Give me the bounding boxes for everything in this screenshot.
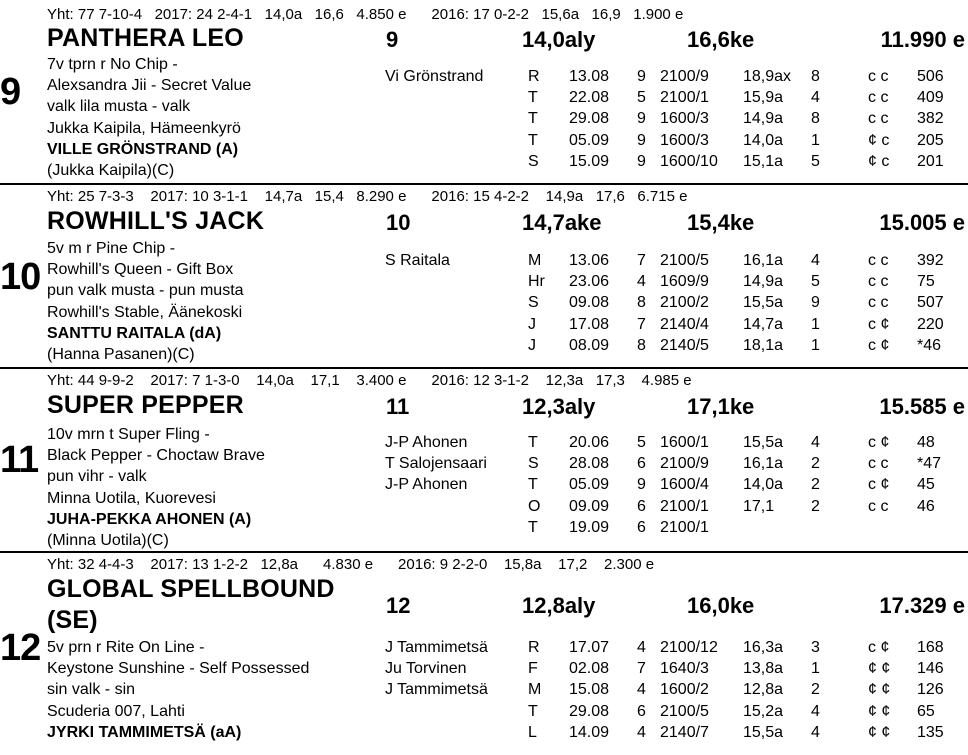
start-shoes: c c <box>868 68 889 85</box>
racing-colors: valk lila musta - valk <box>47 98 191 116</box>
start-distance: 1600/3 <box>660 110 709 128</box>
start-post: 7 <box>637 660 646 678</box>
start-track: T <box>528 434 538 451</box>
start-place: 5 <box>811 152 820 170</box>
dam-line: Black Pepper - Choctaw Brave <box>47 447 265 465</box>
start-place: 4 <box>811 89 820 107</box>
start-post: 8 <box>637 294 646 312</box>
earnings: 11.990 e <box>880 27 965 52</box>
summary-line: Yht: 32 4-4-3 2017: 13 1-2-2 12,8a 4.830 e 2016: 9 2-2-0 15,8a 17,2 2.300 e <box>47 556 655 573</box>
start-post: 8 <box>637 336 646 354</box>
start-drivers <box>385 250 450 271</box>
start-prize: 135 <box>917 723 944 741</box>
start-driver: J-P Ahonen <box>385 476 468 494</box>
driver-name: VILLE GRÖNSTRAND (A) <box>47 140 239 158</box>
racing-colors: pun valk musta - pun musta <box>47 282 244 300</box>
start-shoes: ¢ ¢ <box>868 660 891 678</box>
horse-info <box>47 424 265 551</box>
start-shoes: c c <box>868 273 889 291</box>
start-prize: 126 <box>917 681 944 699</box>
start-track: Hr <box>528 273 545 291</box>
horse-info <box>47 637 309 743</box>
start-track: L <box>528 723 537 741</box>
start-shoes: c ¢ <box>868 434 890 451</box>
start-time: 18,1a <box>743 336 784 354</box>
start-drivers <box>385 432 487 496</box>
start-shoes: ¢ ¢ <box>868 723 891 741</box>
start-post: 9 <box>637 131 646 149</box>
start-date: 09.09 <box>569 497 610 515</box>
start-driver: J Tammimetsä <box>385 639 488 656</box>
summary-line: Yht: 25 7-3-3 2017: 10 3-1-1 14,7a 15,4 8.290 e 2016: 15 4-2-2 14,9a 17,6 6.715 e <box>47 188 688 205</box>
start-track: T <box>528 476 538 494</box>
start-number: 9 <box>0 71 21 113</box>
start-driver: J-P Ahonen <box>385 434 468 451</box>
start-prize: 409 <box>917 89 944 107</box>
horse-name: SUPER PEPPER <box>47 391 244 419</box>
start-date: 19.09 <box>569 518 610 536</box>
start-place: 5 <box>811 273 820 291</box>
start-shoes: c ¢ <box>868 315 890 333</box>
start-post: 7 <box>637 315 646 333</box>
summary-line: Yht: 44 9-9-2 2017: 7 1-3-0 14,0a 17,1 3.400 e 2016: 12 3-1-2 12,3a 17,3 4.985 e <box>47 372 692 389</box>
start-shoes: c c <box>868 294 889 312</box>
driver-name: JYRKI TAMMIMETSÄ (aA) <box>47 723 242 741</box>
start-distance: 2100/1 <box>660 497 709 515</box>
start-track: T <box>528 131 538 149</box>
record-time: 12,3aly <box>522 394 596 419</box>
start-place: 4 <box>811 702 820 720</box>
start-time: 16,1a <box>743 455 784 473</box>
start-date: 02.08 <box>569 660 610 678</box>
start-place: 4 <box>811 252 820 269</box>
start-distance: 2140/4 <box>660 315 709 333</box>
start-time: 16,3a <box>743 639 784 656</box>
start-prize: 392 <box>917 252 944 269</box>
start-time: 15,2a <box>743 702 784 720</box>
start-distance: 1600/4 <box>660 476 709 494</box>
start-prize: *46 <box>917 336 942 354</box>
ke-time: 16,0ke <box>687 593 755 618</box>
racing-colors: pun vihr - valk <box>47 468 147 486</box>
start-post: 9 <box>637 152 646 170</box>
start-track: T <box>528 89 538 107</box>
track-number: 12 <box>386 593 411 618</box>
start-date: 17.08 <box>569 315 610 333</box>
driver-name: SANTTU RAITALA (dA) <box>47 324 222 342</box>
ke-time: 16,6ke <box>687 27 755 52</box>
start-driver: Vi Grönstrand <box>385 68 484 85</box>
start-post: 4 <box>637 273 646 291</box>
start-distance: 2100/1 <box>660 518 709 536</box>
start-distance: 2100/9 <box>660 455 709 473</box>
start-time: 18,9ax <box>743 68 792 85</box>
start-track: T <box>528 702 538 720</box>
earnings: 15.005 e <box>879 210 965 235</box>
start-distance: 1600/3 <box>660 131 709 149</box>
horse-info <box>47 54 251 181</box>
start-post: 9 <box>637 68 646 85</box>
start-track: M <box>528 252 542 269</box>
start-time: 16,1a <box>743 252 784 269</box>
start-track: S <box>528 455 539 473</box>
start-place: 2 <box>811 681 820 699</box>
start-prize: 146 <box>917 660 944 678</box>
start-track: T <box>528 110 538 128</box>
start-place: 9 <box>811 294 820 312</box>
trainer-name: (Minna Uotila)(C) <box>47 532 169 550</box>
start-date: 13.06 <box>569 252 610 269</box>
start-time: 15,5a <box>743 294 784 312</box>
horse-entry <box>0 0 968 183</box>
start-prize: 382 <box>917 110 944 128</box>
start-date: 05.09 <box>569 476 610 494</box>
record-time: 14,7ake <box>522 210 602 235</box>
start-distance: 1600/1 <box>660 434 709 451</box>
start-place: 4 <box>811 434 820 451</box>
dam-line: Alexsandra Jii - Secret Value <box>47 77 252 95</box>
start-prize: 220 <box>917 315 944 333</box>
start-track: S <box>528 294 539 312</box>
start-prize: 168 <box>917 639 944 656</box>
start-place: 2 <box>811 455 820 473</box>
pedigree: 10v mrn t Super Fling - <box>47 426 210 443</box>
horse-name: ROWHILL'S JACK <box>47 207 265 235</box>
start-date: 09.08 <box>569 294 610 312</box>
start-distance: 1640/3 <box>660 660 709 678</box>
start-shoes: ¢ c <box>868 152 890 170</box>
start-distance: 2100/9 <box>660 68 709 85</box>
dam-line: Keystone Sunshine - Self Possessed <box>47 660 310 678</box>
track-number: 9 <box>386 27 399 52</box>
start-shoes: c c <box>868 89 889 107</box>
start-driver: Ju Torvinen <box>385 660 467 678</box>
start-driver: T Salojensaari <box>385 455 487 473</box>
start-place: 2 <box>811 476 820 494</box>
start-place: 1 <box>811 660 820 678</box>
ke-time: 17,1ke <box>687 394 755 419</box>
start-time: 15,1a <box>743 152 784 170</box>
start-place: 1 <box>811 131 820 149</box>
start-date: 23.06 <box>569 273 610 291</box>
start-date: 05.09 <box>569 131 610 149</box>
start-place: 1 <box>811 315 820 333</box>
start-date: 17.07 <box>569 639 610 656</box>
start-track: R <box>528 68 540 85</box>
start-track: O <box>528 497 541 515</box>
start-shoes: c ¢ <box>868 336 890 354</box>
start-distance: 1600/2 <box>660 681 709 699</box>
start-time: 14,0a <box>743 476 784 494</box>
trainer-name: (Hanna Pasanen)(C) <box>47 346 195 364</box>
horse-name-line: GLOBAL SPELLBOUND <box>47 575 335 603</box>
horse-info <box>47 238 244 365</box>
start-prize: 506 <box>917 68 944 85</box>
owner: Minna Uotila, Kuorevesi <box>47 489 216 507</box>
start-time: 15,9a <box>743 89 784 107</box>
start-date: 08.09 <box>569 336 610 354</box>
start-post: 5 <box>637 89 646 107</box>
horse-entry <box>0 552 968 755</box>
start-shoes: c c <box>868 497 889 515</box>
driver-name: JUHA-PEKKA AHONEN (A) <box>47 510 252 528</box>
start-number: 11 <box>0 439 39 481</box>
horse-entry <box>0 184 968 367</box>
start-prize: 65 <box>917 702 935 720</box>
start-place: 4 <box>811 723 820 741</box>
start-date: 28.08 <box>569 455 610 473</box>
start-track: R <box>528 639 540 656</box>
start-post: 7 <box>637 252 646 269</box>
start-prize: 201 <box>917 152 944 170</box>
start-shoes: c c <box>868 455 889 473</box>
track-number: 10 <box>386 210 411 235</box>
start-date: 14.09 <box>569 723 610 741</box>
start-post: 4 <box>637 723 646 741</box>
start-post: 4 <box>637 681 646 699</box>
earnings: 15.585 e <box>879 394 965 419</box>
start-track: T <box>528 518 538 536</box>
start-time: 15,5a <box>743 434 784 451</box>
start-track: F <box>528 660 538 678</box>
owner: Rowhill's Stable, Äänekoski <box>47 303 243 321</box>
start-time: 17,1 <box>743 497 775 515</box>
summary-line: Yht: 77 7-10-4 2017: 24 2-4-1 14,0a 16,6 4.850 e 2016: 17 0-2-2 15,6a 16,9 1.900 e <box>47 6 684 23</box>
start-distance: 2100/5 <box>660 252 709 269</box>
start-post: 9 <box>637 476 646 494</box>
owner: Scuderia 007, Lahti <box>47 702 185 720</box>
start-shoes: c ¢ <box>868 639 890 656</box>
start-prize: 507 <box>917 294 944 312</box>
start-time: 14,0a <box>743 131 784 149</box>
start-drivers <box>385 637 488 701</box>
start-distance: 1609/9 <box>660 273 709 291</box>
start-distance: 1600/10 <box>660 152 718 170</box>
start-post: 9 <box>637 110 646 128</box>
start-distance: 2100/1 <box>660 89 709 107</box>
start-prize: 48 <box>917 434 935 451</box>
record-time: 12,8aly <box>522 593 596 618</box>
start-distance: 2100/12 <box>660 639 718 656</box>
start-time: 12,8a <box>743 681 784 699</box>
start-time: 13,8a <box>743 660 784 678</box>
start-shoes: ¢ c <box>868 131 890 149</box>
start-track: J <box>528 315 536 333</box>
start-time: 15,5a <box>743 723 784 741</box>
start-date: 20.06 <box>569 434 610 451</box>
start-shoes: c c <box>868 110 889 128</box>
start-date: 13.08 <box>569 68 610 85</box>
start-post: 5 <box>637 434 646 451</box>
start-prize: 46 <box>917 497 935 515</box>
start-time: 14,9a <box>743 110 784 128</box>
dam-line: Rowhill's Queen - Gift Box <box>47 261 234 279</box>
start-track: S <box>528 152 539 170</box>
start-place: 1 <box>811 336 820 354</box>
start-shoes: ¢ ¢ <box>868 702 891 720</box>
start-post: 6 <box>637 702 646 720</box>
horse-name-country: (SE) <box>47 606 98 634</box>
start-shoes: ¢ ¢ <box>868 681 891 699</box>
start-prize: 75 <box>917 273 935 291</box>
start-post: 4 <box>637 639 646 656</box>
start-distance: 2100/5 <box>660 702 709 720</box>
start-prize: 205 <box>917 131 944 149</box>
start-post: 6 <box>637 518 646 536</box>
start-prize: *47 <box>917 455 942 473</box>
start-shoes: c ¢ <box>868 476 890 494</box>
start-date: 22.08 <box>569 89 610 107</box>
start-number: 12 <box>0 627 41 669</box>
start-drivers <box>385 66 483 87</box>
pedigree: 5v prn r Rite On Line - <box>47 639 205 656</box>
start-distance: 2100/2 <box>660 294 709 312</box>
start-date: 15.08 <box>569 681 610 699</box>
start-date: 15.09 <box>569 152 610 170</box>
start-place: 8 <box>811 68 820 85</box>
record-time: 14,0aly <box>522 27 596 52</box>
ke-time: 15,4ke <box>687 210 755 235</box>
start-track: M <box>528 681 542 699</box>
start-post: 6 <box>637 497 646 515</box>
horse-entry <box>0 368 968 551</box>
start-driver: S Raitala <box>385 252 450 269</box>
owner: Jukka Kaipila, Hämeenkyrö <box>47 119 241 137</box>
start-post: 6 <box>637 455 646 473</box>
trainer-name: (Jukka Kaipila)(C) <box>47 162 175 180</box>
start-date: 29.08 <box>569 702 610 720</box>
start-distance: 2140/7 <box>660 723 709 741</box>
pedigree: 5v m r Pine Chip - <box>47 240 176 257</box>
start-place: 2 <box>811 497 820 515</box>
start-shoes: c c <box>868 252 889 269</box>
horse-name <box>47 575 335 634</box>
start-time: 14,7a <box>743 315 784 333</box>
start-driver: J Tammimetsä <box>385 681 488 699</box>
start-place: 3 <box>811 639 820 656</box>
earnings: 17.329 e <box>879 593 965 618</box>
pedigree: 7v tprn r No Chip - <box>47 56 178 73</box>
racing-colors: sin valk - sin <box>47 681 136 699</box>
start-date: 29.08 <box>569 110 610 128</box>
track-number: 11 <box>386 394 410 419</box>
start-place: 8 <box>811 110 820 128</box>
start-time: 14,9a <box>743 273 784 291</box>
start-track: J <box>528 336 536 354</box>
start-number: 10 <box>0 256 41 298</box>
horse-name: PANTHERA LEO <box>47 24 244 52</box>
start-prize: 45 <box>917 476 935 494</box>
start-distance: 2140/5 <box>660 336 709 354</box>
